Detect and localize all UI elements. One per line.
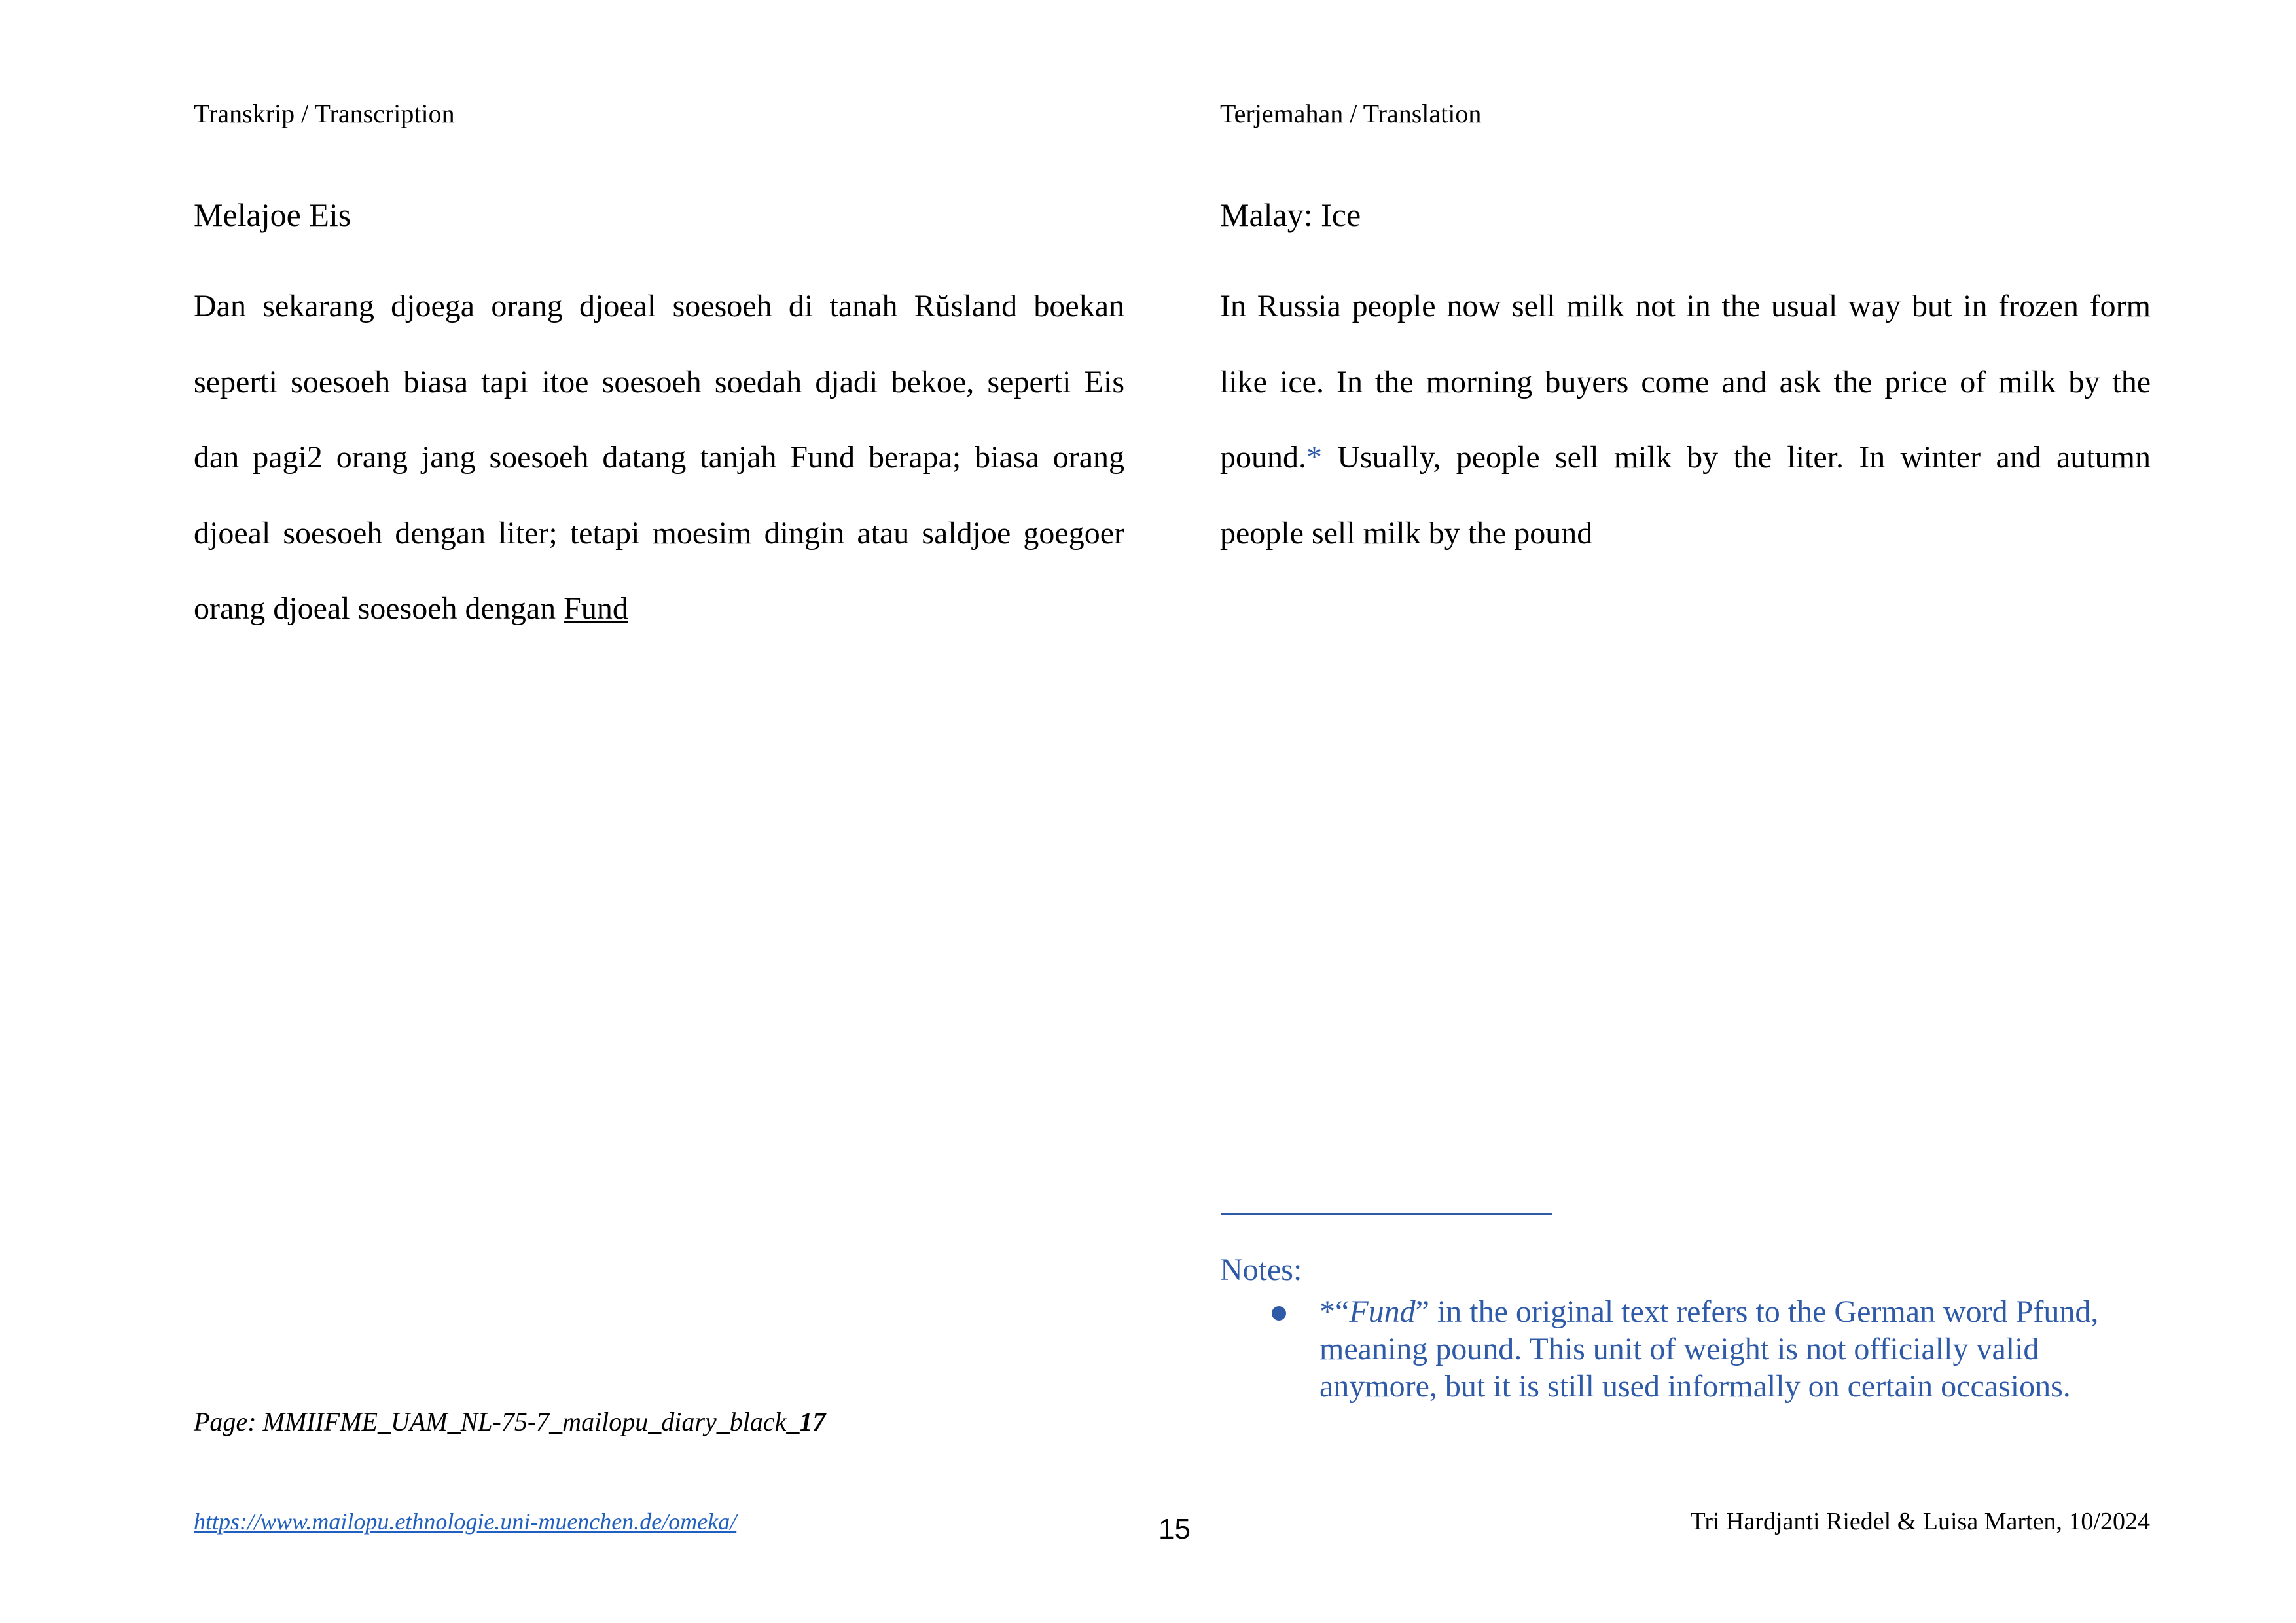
transcription-line-5 (194, 571, 1124, 647)
transcription-line-2: seperti soesoeh biasa tapi itoe soesoeh soedah djadi bekoe, seperti Eis (194, 364, 1124, 399)
note-line-1 (1319, 1293, 2170, 1330)
transcription-header: Transkrip / Transcription (194, 99, 455, 128)
note-prefix: *“ (1319, 1294, 1350, 1329)
note-line-2: meaning pound. This unit of weight is not officially valid (1319, 1332, 2039, 1366)
translation-body (1220, 268, 2151, 571)
page-reference (194, 1406, 825, 1438)
note-italic-fund: Fund (1349, 1294, 1416, 1329)
translation-line-3-end: Usually, people sell milk by the liter. In winter and autumn (1322, 440, 2151, 475)
notes-divider (1221, 1213, 1552, 1215)
footnote-marker: * (1306, 440, 1322, 475)
translation-line-4: people sell milk by the pound (1220, 515, 1593, 551)
page-reference-number: 17 (799, 1407, 826, 1436)
bullet-icon (1272, 1306, 1286, 1321)
translation-line-2: like ice. In the morning buyers come and ask the price of milk by the (1220, 364, 2151, 399)
transcription-line-1: Dan sekarang djoega orang djoeal soesoeh di tanah Rŭsland boekan (194, 289, 1124, 323)
translation-title: Malay: Ice (1220, 196, 1361, 233)
note-item (1319, 1293, 2170, 1405)
page-number: 15 (1158, 1513, 1191, 1545)
translation-header: Terjemahan / Translation (1220, 99, 1482, 128)
notes-label: Notes: (1220, 1252, 1302, 1287)
footer-link[interactable]: https://www.mailopu.ethnologie.uni-muenchen.de/omeka/ (194, 1508, 737, 1535)
page-reference-prefix: Page: MMIIFME_UAM_NL-75-7_mailopu_diary_black_ (194, 1407, 800, 1436)
note-line-1-rest: ” in the original text refers to the German word Pfund, (1415, 1294, 2099, 1329)
footer-credit: Tri Hardjanti Riedel & Luisa Marten, 10/2024 (1690, 1508, 2150, 1535)
transcription-line-3: dan pagi2 orang jang soesoeh datang tanjah Fund berapa; biasa orang (194, 440, 1124, 475)
translation-line-3 (1220, 420, 2151, 496)
underlined-word-fund: Fund (564, 591, 628, 626)
note-line-3: anymore, but it is still used informally on certain occasions. (1319, 1369, 2071, 1404)
transcription-title: Melajoe Eis (194, 196, 351, 233)
translation-line-1: In Russia people now sell milk not in the usual way but in frozen form (1220, 289, 2151, 323)
translation-line-3-start: pound. (1220, 440, 1306, 475)
transcription-body (194, 268, 1124, 647)
transcription-line-4: djoeal soesoeh dengan liter; tetapi moesim dingin atau saldjoe goegoer (194, 515, 1124, 551)
transcription-line-5-text: orang djoeal soesoeh dengan (194, 591, 564, 626)
